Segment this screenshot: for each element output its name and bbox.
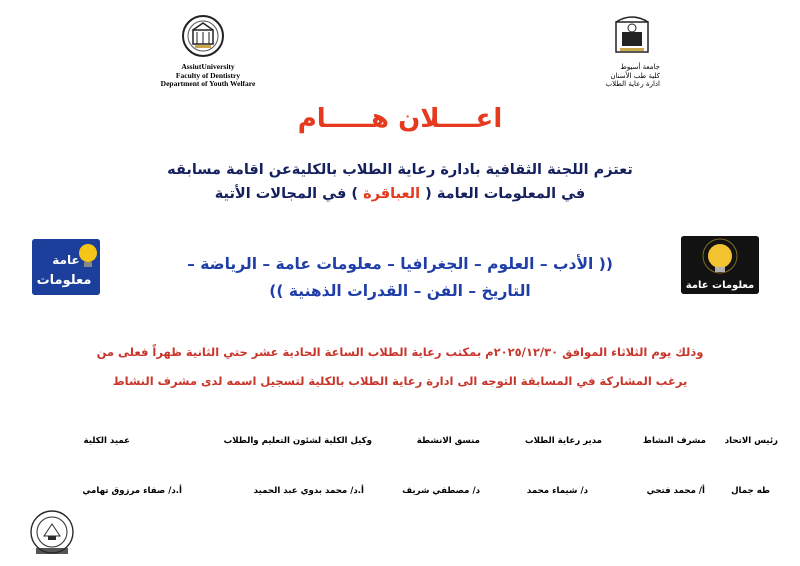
intro-line-2-before: في المعلومات العامة ( [425, 186, 586, 202]
university-emblem-icon [181, 14, 225, 58]
general-knowledge-image-right [681, 236, 759, 294]
signatory-role: وكيل الكلية لشئون التعليم والطلاب [223, 436, 372, 446]
header-ar-line: جامعة أسيوط [620, 63, 660, 71]
signatory-name: د/ شيماء محمد [526, 486, 588, 496]
details-line-2: يرغب المشاركة في المسابقة التوجه الى ادارة رعاية الطلاب بالكلية لتسجيل اسمه لدى مشرف النشاط [112, 374, 688, 388]
header-en-line: AssiutUniversity [181, 62, 235, 71]
intro-line-1: تعتزم اللجنة الثقافية بادارة رعاية الطلاب بالكليةعن اقامة مسابقه [167, 162, 633, 178]
header-english-block [143, 63, 273, 89]
header-ar-line: كلية طب الأسنان [610, 71, 660, 80]
signatory-name: د/ مصطفي شريف [402, 486, 480, 496]
svg-text:معلومات: معلومات [36, 273, 92, 288]
intro-line-2-after: ) في المجالات الأتية [214, 186, 358, 202]
signatory-name: طه جمال [731, 486, 770, 496]
signatory-name: أ.د/ محمد بدوي عبد الحميد [253, 486, 364, 496]
svg-text:معلومات عامة: معلومات عامة [685, 280, 755, 291]
signatory-role: رئيس الاتحاد [724, 436, 778, 446]
official-stamp [30, 506, 74, 560]
university-logo [181, 14, 225, 62]
details-line-1: وذلك يوم الثلاثاء الموافق ٢٠٢٥/١٢/٣٠م بمكتب رعاية الطلاب الساعة الحادية عشر حتي الثانية ظهراً فعلى من [96, 345, 704, 359]
lightbulb-icon [32, 239, 100, 295]
announcement-title: اعــــلان هـــــام [297, 104, 503, 134]
lightbulb-icon [681, 236, 759, 294]
fields-line-2: التاريخ – الفن – القدرات الذهنية )) [269, 282, 531, 300]
signatory-role: منسق الانشطة [416, 436, 480, 446]
signatory-role: مدير رعاية الطلاب [524, 436, 602, 446]
header-arabic-block [570, 63, 660, 89]
header-en-line: Department of Youth Welfare [160, 79, 256, 88]
intro-line-2 [0, 186, 800, 202]
signatory-role: مشرف النشاط [643, 436, 706, 446]
fields-line-1: (( الأدب – العلوم – الجغرافيا – معلومات عامة – الرياضة – [187, 255, 613, 273]
svg-text:عامة: عامة [52, 253, 80, 267]
stamp-seal-icon [30, 506, 74, 556]
faculty-emblem-icon [610, 14, 654, 58]
general-knowledge-image-left [32, 239, 100, 295]
header-ar-line: ادارة رعاية الطلاب [605, 80, 660, 88]
faculty-logo [610, 14, 654, 62]
signatory-name: أ/ محمد فتحي [646, 486, 705, 496]
signatory-role: عميد الكلية [83, 436, 130, 446]
competition-name: العباقرة [363, 186, 421, 202]
header-en-line: Faculty of Dentistry [175, 70, 241, 80]
signatory-name: أ.د/ صفاء مرزوق تهامي [82, 486, 182, 496]
